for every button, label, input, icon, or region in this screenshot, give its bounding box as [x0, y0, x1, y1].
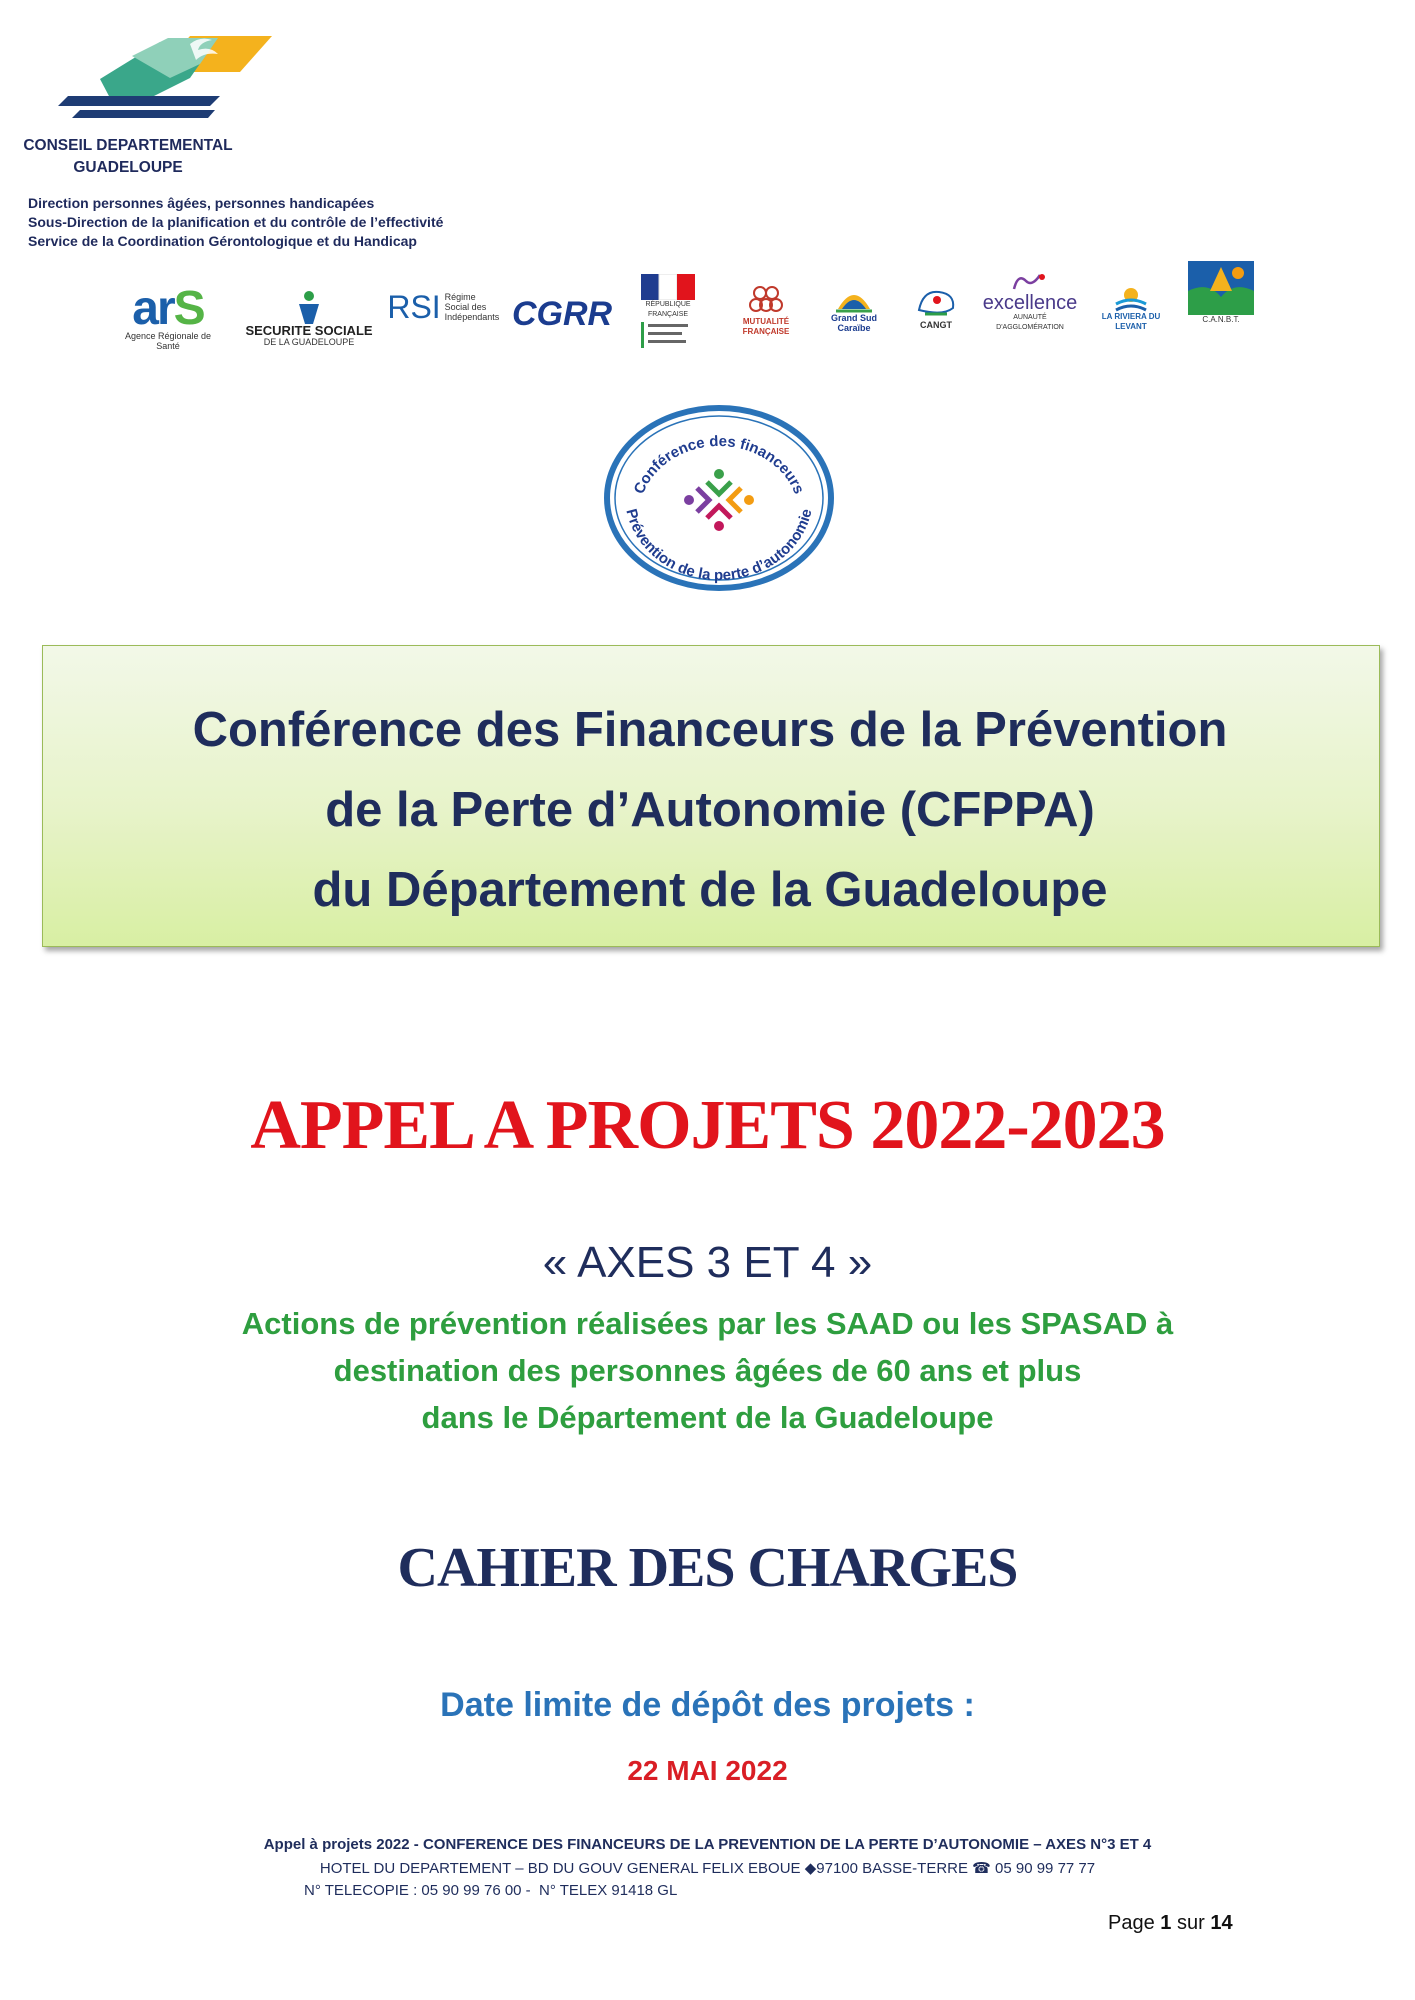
actions-line: dans le Département de la Guadeloupe — [421, 1400, 994, 1435]
direction-line: Direction personnes âgées, personnes handicapées — [28, 195, 375, 211]
direction-line: Sous-Direction de la planification et du contrôle de l’effectivité — [28, 214, 444, 230]
ars-logo-s: S — [173, 282, 204, 335]
flag-icon — [641, 274, 695, 300]
excellence-agglomeration-logo — [982, 266, 1078, 338]
ministry-text-lines-icon — [641, 320, 695, 350]
grand-sud-caraibe-logo — [818, 282, 890, 336]
title-line: de la Perte d’Autonomie (CFPPA) — [325, 783, 1095, 837]
rsi-logo — [387, 274, 500, 340]
ars-logo — [112, 282, 224, 356]
securite-sociale-logo — [244, 278, 374, 356]
excellence-sub: AUNAUTÉ D'AGGLOMÉRATION — [996, 314, 1064, 331]
deadline-date: 22 MAI 2022 — [627, 1755, 788, 1786]
actions-line: destination des personnes âgées de 60 ans et plus — [333, 1353, 1082, 1388]
appel-a-projets-heading: APPEL A PROJETS 2022-2023 — [250, 1087, 1165, 1164]
page-prefix: Page — [1108, 1912, 1155, 1934]
riviera-du-levant-logo — [1098, 282, 1164, 336]
page-total: 14 — [1210, 1912, 1233, 1934]
cgrr-logo — [512, 272, 612, 356]
rsi-logo-sub: Régime Social des Indépendants — [444, 292, 500, 322]
title-line: Conférence des Financeurs de la Prévention — [192, 703, 1228, 757]
footer-fax-telex: N° TELECOPIE : 05 90 99 76 00 - N° TELEX 91418 GL — [304, 1882, 678, 1899]
republique-francaise-text: RÉPUBLIQUE FRANÇAISE — [645, 301, 691, 318]
seal-top-text: Conférence des financeurs — [630, 432, 808, 497]
ars-logo-text: ar — [132, 282, 174, 335]
rsi-logo-text: RSI — [387, 288, 441, 325]
excellence-icon — [1010, 271, 1050, 293]
riviera-text: LA RIVIERA DU LEVANT — [1101, 312, 1161, 331]
grand-sud-text: Grand Sud Caraïbe — [830, 313, 877, 333]
organization-name — [20, 135, 236, 179]
footer-address: HOTEL DU DEPARTEMENT – BD DU GOUV GENERAL FELIX EBOUE ◆97100 BASSE-TERRE ☎ 05 90 99 77 77 — [319, 1860, 1096, 1877]
axes-heading: « AXES 3 ET 4 » — [542, 1238, 873, 1287]
ars-logo-sub: Agence Régionale de Santé — [124, 331, 212, 351]
riviera-icon — [1114, 286, 1148, 312]
cangt-icon — [913, 286, 959, 320]
cangt-text: CANGT — [920, 320, 952, 330]
securite-sociale-icon — [289, 288, 329, 324]
canbt-logo — [1184, 256, 1258, 330]
seal-bottom-text: Prévention de la perte d’autonomie — [622, 507, 816, 584]
footer-title: Appel à projets 2022 - CONFERENCE DES FINANCEURS DE LA PREVENTION DE LA PERTE D’AUTONOMIE – AXES N°3 ET 4 — [263, 1836, 1152, 1853]
page-middle: sur — [1176, 1912, 1205, 1934]
organization-name-line1: CONSEIL DEPARTEMENTAL — [23, 137, 233, 154]
grand-sud-icon — [834, 285, 874, 313]
title-box-text — [42, 690, 1378, 930]
mutualite-icon — [746, 285, 786, 317]
page-current: 1 — [1160, 1912, 1172, 1934]
canbt-text: C.A.N.B.T. — [1202, 315, 1240, 324]
canbt-icon — [1188, 261, 1254, 315]
deadline-label: Date limite de dépôt des projets : — [440, 1686, 975, 1724]
excellence-text: excellence — [982, 292, 1078, 314]
cangt-logo — [906, 278, 966, 338]
republique-francaise-logo — [638, 272, 698, 352]
actions-line: Actions de prévention réalisées par les SAAD ou les SPASAD à — [241, 1306, 1174, 1341]
mutualite-francaise-logo — [734, 282, 798, 340]
securite-sociale-text: SECURITE SOCIALE — [245, 322, 373, 338]
page-number — [1108, 1912, 1233, 1935]
title-line: du Département de la Guadeloupe — [312, 863, 1108, 917]
direction-line: Service de la Coordination Gérontologique et du Handicap — [28, 233, 417, 249]
organization-name-line2: GUADELOUPE — [73, 159, 183, 176]
mutualite-text: MUTUALITÉ FRANÇAISE — [742, 317, 790, 336]
direction-lines — [28, 194, 443, 251]
conseil-departemental-logo — [40, 34, 280, 124]
securite-sociale-sub: DE LA GUADELOUPE — [263, 336, 355, 347]
conference-financeurs-seal — [603, 404, 835, 592]
actions-description — [0, 1300, 1415, 1441]
cgrr-logo-text: CGRR — [511, 295, 613, 333]
cahier-des-charges-heading: CAHIER DES CHARGES — [397, 1537, 1018, 1599]
